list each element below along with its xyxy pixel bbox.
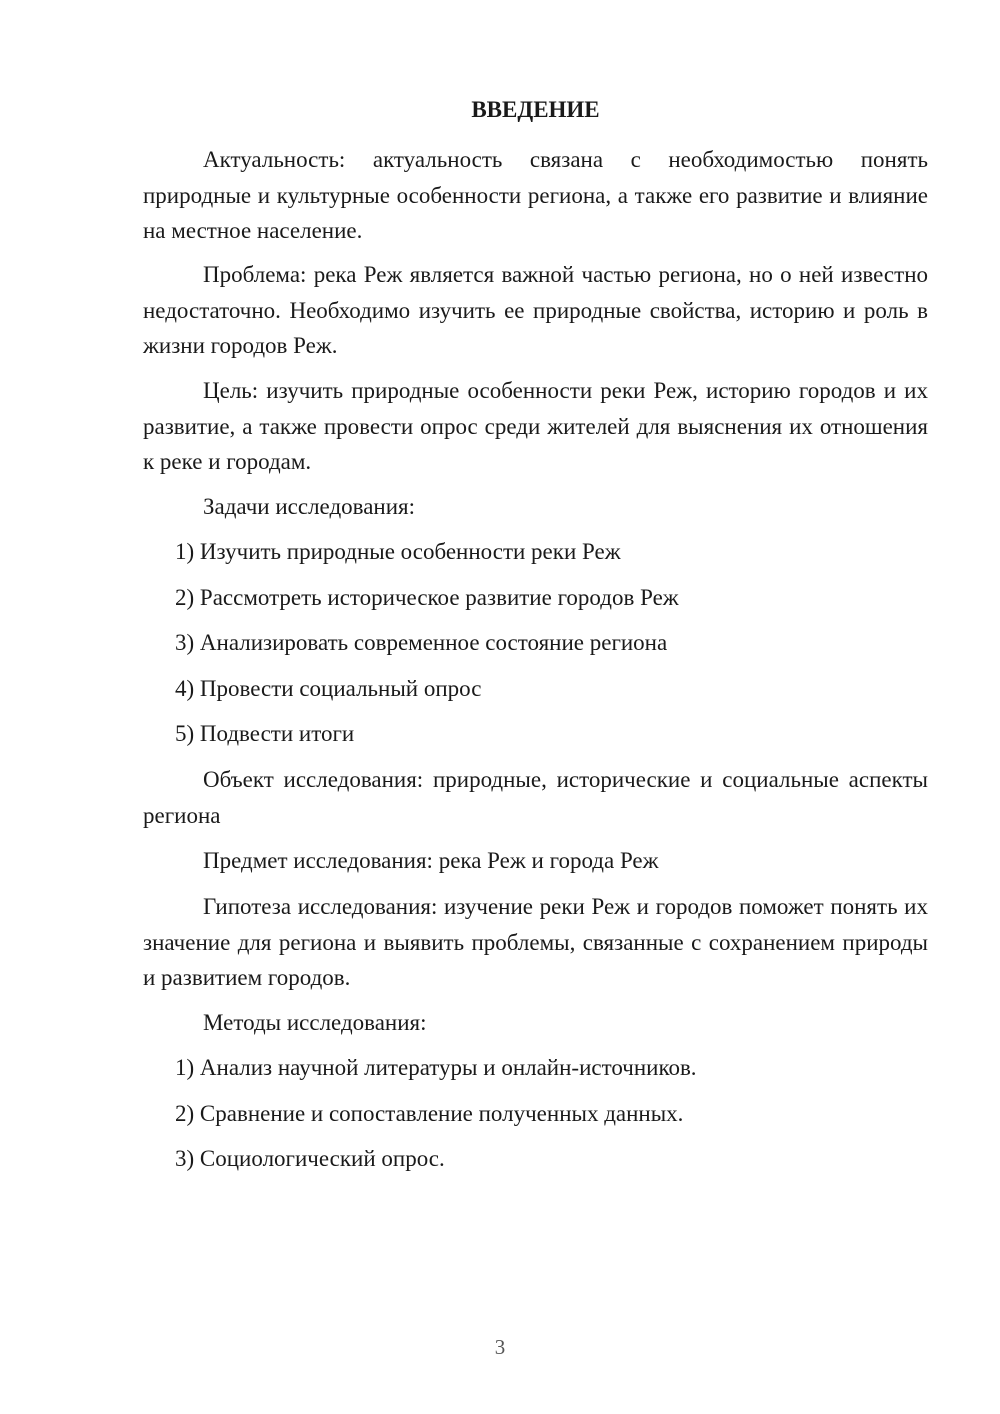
method-item-1: 1) Анализ научной литературы и онлайн-источников. bbox=[175, 1055, 697, 1080]
task-item-2: 2) Рассмотреть историческое развитие городов Реж bbox=[175, 585, 679, 610]
task-item-4: 4) Провести социальный опрос bbox=[175, 676, 482, 701]
subject-paragraph: Предмет исследования: река Реж и города Реж bbox=[203, 848, 659, 873]
hypothesis-paragraph: Гипотеза исследования: изучение реки Реж и городов поможет понять их значение для региона и выявить проблемы, связанные с сохранением природы и развитием городов. bbox=[143, 894, 928, 990]
tasks-heading: Задачи исследования: bbox=[203, 494, 416, 519]
page-title: ВВЕДЕНИЕ bbox=[471, 97, 600, 122]
relevance-paragraph: Актуальность: актуальность связана с необходимостью понять природные и культурные особенности региона, а также его развитие и влияние на местное население. bbox=[143, 147, 928, 243]
goal-paragraph: Цель: изучить природные особенности реки Реж, историю городов и их развитие, а также провести опрос среди жителей для выяснения их отношения к реке и городам. bbox=[143, 378, 928, 474]
object-paragraph: Объект исследования: природные, исторические и социальные аспекты региона bbox=[143, 767, 928, 828]
task-item-1: 1) Изучить природные особенности реки Реж bbox=[175, 539, 621, 564]
task-item-3: 3) Анализировать современное состояние региона bbox=[175, 630, 668, 655]
methods-heading: Методы исследования: bbox=[203, 1010, 427, 1035]
problem-paragraph: Проблема: река Реж является важной частью региона, но о ней известно недостаточно. Необходимо изучить ее природные свойства, историю и роль в жизни городов Реж. bbox=[143, 262, 928, 358]
page-number: 3 bbox=[494, 1335, 506, 1359]
method-item-2: 2) Сравнение и сопоставление полученных данных. bbox=[175, 1101, 684, 1126]
method-item-3: 3) Социологический опрос. bbox=[175, 1146, 445, 1171]
task-item-5: 5) Подвести итоги bbox=[175, 721, 355, 746]
